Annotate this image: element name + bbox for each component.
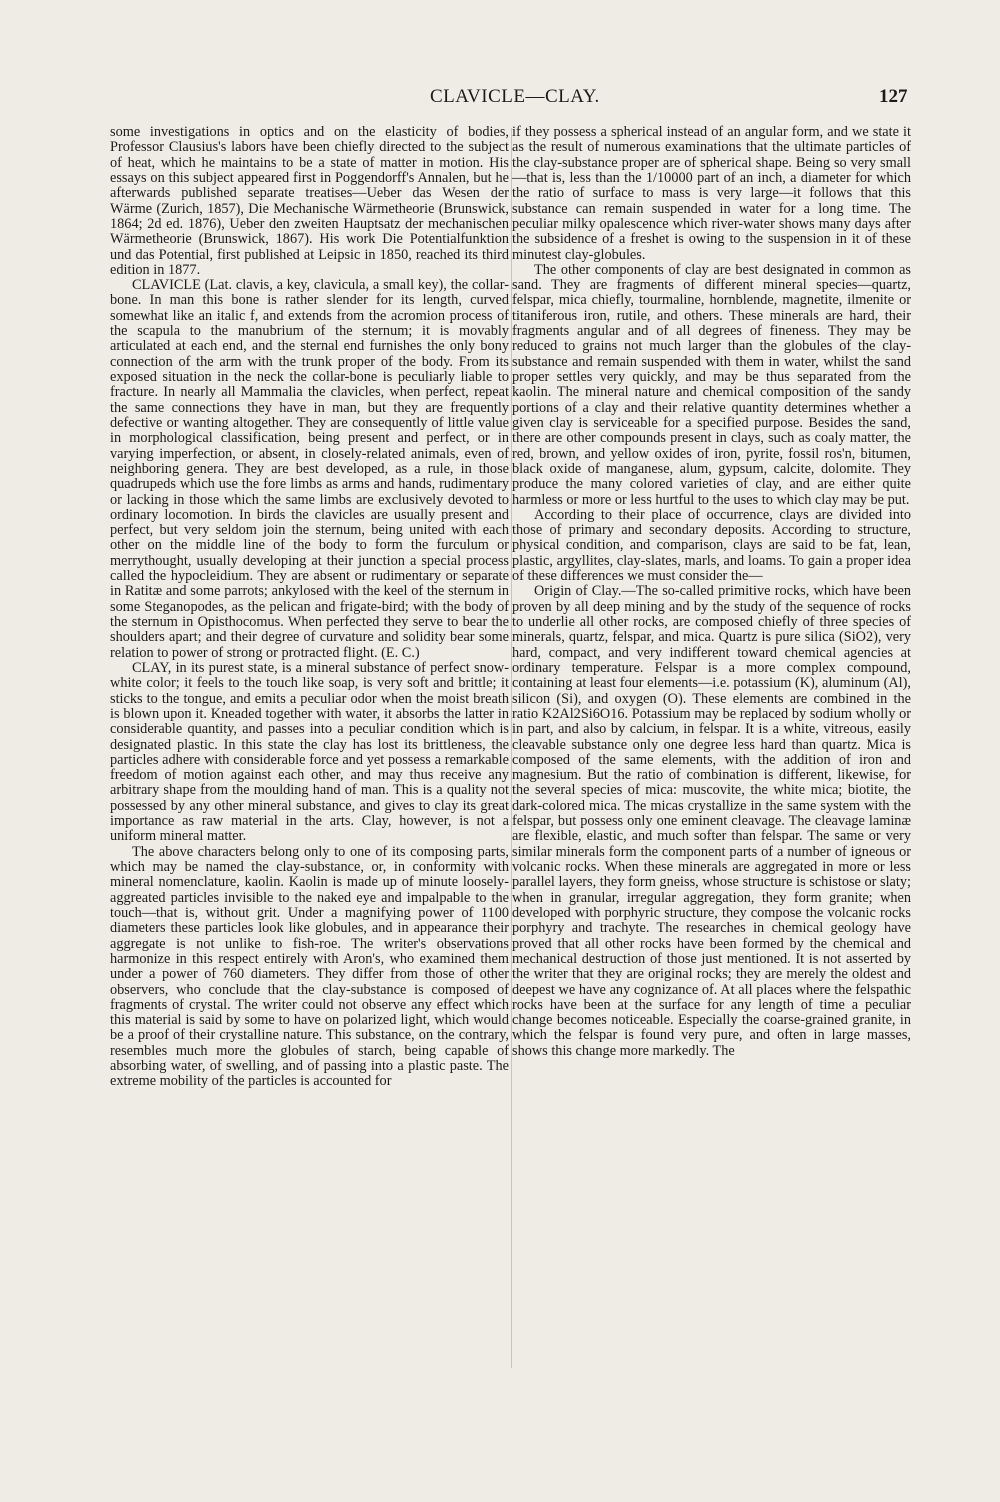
left-column: [110, 125, 509, 1090]
paragraph-clay-substance: The above characters belong only to one of its composing parts, which may be named the clay-substance, or, in conformity with mineral nomenclature, kaolin. Kaolin is made up of minute loosely-aggreated particles invisible to the naked eye and impalpable to the touch—that is, without grit. Under a magnifying power of 1100 diameters these particles look like globules, and in appearance their aggregate is not unlike to fish-roe. The writer's observations harmonize in this respect entirely with Aron's, who examined them under a power of 760 diameters. They differ from those of other observers, who conclude that the clay-substance is composed of fragments of crystal. The writer could not observe any effect which this material is said by some to have on polarized light, which would be a proof of their crystalline nature. This substance, on the contrary, resembles much more the globules of starch, being capable of absorbing water, of swelling, and of passing into a plastic paste. The extreme mobility of the particles is accounted for: [110, 843, 509, 1090]
right-column: [512, 125, 911, 1059]
paragraph-clay-entry: CLAY, in its purest state, is a mineral substance of perfect snow-white color; it feels to the touch like soap, is very soft and brittle; it sticks to the tongue, and emits a peculiar odor when the moist breath is blown upon it. Kneaded together with water, it absorbs the latter in considerable quantity, and passes into a peculiar condition which is designated plastic. In this state the clay has lost its brittleness, the particles adhere with considerable force and yet possess a remarkable freedom of motion against each other, and may thus receive any arbitrary shape from the moulding hand of man. This is a quality not possessed by any other mineral substance, and gives to clay its great importance as raw material in the arts. Clay, however, is not a uniform mineral matter.: [110, 659, 509, 845]
page-number: 127: [879, 86, 908, 107]
paragraph-spherical-particles: if they possess a spherical instead of an angular form, and we state it as the result of numerous examinations that the ultimate particles of the clay-substance proper are of spherical shape. Being so very small—that is, less than the 1/10000 part of an inch, a diameter for which the ratio of surface to mass is very large—it follows that this substance can remain suspended in water for a long time. The peculiar milky opalescence which river-water shows many days after the subsidence of a freshet is owing to the suspension in it of these minutest clay-globules.: [512, 124, 911, 263]
running-head: CLAVICLE—CLAY.: [430, 86, 600, 107]
paragraph-origin-of-clay: Origin of Clay.—The so-called primitive rocks, which have been proven by all deep mining and by the study of the sequence of rocks to underlie all other rocks, are composed chiefly of three species of minerals, quartz, felspar, and mica. Quartz is pure silica (SiO2), very hard, compact, and very indifferent toward chemical agencies at ordinary temperature. Felspar is a more complex compound, containing at least four elements—i.e. potassium (K), aluminum (Al), silicon (Si), and oxygen (O). These elements are combined in the ratio K2Al2Si6O16. Potassium may be replaced by sodium wholly or in part, and also by calcium, in felspar. It is a white, vitreous, easily cleavable substance only one degree less hard than quartz. Mica is composed of the same elements, with the addition of iron and magnesium. But the ratio of combination is different, likewise, for the several species of mica: muscovite, the white mica; biotite, the dark-colored mica. The micas crystallize in the same system with the felspar, but possess only one eminent cleavage. The cleavage laminæ are flexible, elastic, and much softer than felspar. The same or very similar minerals form the component parts of a number of igneous or volcanic rocks. When these minerals are aggregated in more or less parallel layers, they form gneiss, whose structure is schistose or slaty; when in granular, irregular aggregation, they form granite; when developed with porphyric structure, they compose the volcanic rocks porphyry and trachyte. The researches in chemical geology have proved that all other rocks have been formed by the chemical and mechanical destruction of those just mentioned. It is not asserted by the writer that they are original rocks; they are merely the oldest and deepest we have any cognizance of. At all places where the felspathic rocks have been at the surface for any length of time a peculiar change becomes noticeable. Especially the coarse-grained granite, in which the felspar is found very pure, and often in large masses, shows this change more markedly. The: [512, 583, 911, 1059]
paragraph-clavicle-entry: CLAVICLE (Lat. clavis, a key, clavicula, a small key), the collar-bone. In man this bone is rather slender for its length, curved somewhat like an italic f, and extends from the acromion process of the scapula to the manubrium of the sternum; it is movably articulated at each end, and the sternal end furnishes the only bony connection of the arm with the trunk proper of the body. From its exposed situation in the neck the collar-bone is peculiarly liable to fracture. In nearly all Mammalia the clavicles, when perfect, repeat the same connections they have in man, but they are frequently defective or wanting altogether. They are consequently of little value in morphological classification, being present and perfect, or in varying imperfection, or absent, in closely-related animals, even of neighboring genera. They are best developed, as a rule, in those quadrupeds which use the fore limbs as arms and hands, rudimentary or lacking in those which the same limbs are exclusively devoted to ordinary locomotion. In birds the clavicles are usually present and perfect, but very seldom join the sternum, being united with each other on the middle line of the body to form the furculum or merrythought, usually developing at their junction a special process called the hypocleidium. They are absent or rudimentary or separate in Ratitæ and some parrots; ankylosed with the keel of the sternum in some Steganopodes, as the pelican and frigate-bird; with the body of the sternum in Opisthocomus. When perfected they serve to bear the shoulders apart; and their degree of curvature and solidity bear some relation to power of strong or protracted flight. (E. C.): [110, 277, 509, 661]
paragraph-clay-classification: According to their place of occurrence, clays are divided into those of primary and secondary deposits. According to structure, physical condition, and comparison, clays are said to be fat, lean, plastic, argyllites, clay-slates, marls, and loams. To gain a proper idea of these differences we must consider the—: [512, 506, 911, 585]
paragraph-clausius-continued: some investigations in optics and on the elasticity of bodies, Professor Clausius's labors have been chiefly directed to the subject of heat, which he maintains to be a state of matter in motion. His essays on this subject appeared first in Poggendorff's Annalen, but he afterwards published separate treatises—Ueber das Wesen der Wärme (Zurich, 1857), Die Mechanische Wärmetheorie (Brunswick, 1864; 2d ed. 1876), Ueber den zweiten Hauptsatz der mechanischen Wärmetheorie (Brunswick, 1867). His work Die Potentialfunktion und das Potential, first published at Leipsic in 1850, reached its third edition in 1877.: [110, 124, 509, 278]
paragraph-sand-components: The other components of clay are best designated in common as sand. They are fragments of different mineral species—quartz, felspar, mica chiefly, tourmaline, hornblende, magnetite, ilmenite or titaniferous iron, rutile, and others. These minerals are hard, their fragments angular and of all degrees of fineness. They may be reduced to grains not much larger than the globules of the clay-substance and remain suspended with them in water, whilst the sand proper settles very quickly, and may be thus separated from the kaolin. The mineral nature and chemical composition of the sandy portions of a clay and their relative quantity determines whether a given clay is serviceable for a specified purpose. Besides the sand, there are other compounds present in clays, such as coaly matter, the red, brown, and yellow oxides of iron, pyrite, fossil ros'n, bitumen, black oxide of manganese, alum, gypsum, calcite, dolomite. They produce the many colored varieties of clay, and are either quite harmless or more or less hurtful to the uses to which clay may be put.: [512, 261, 911, 508]
